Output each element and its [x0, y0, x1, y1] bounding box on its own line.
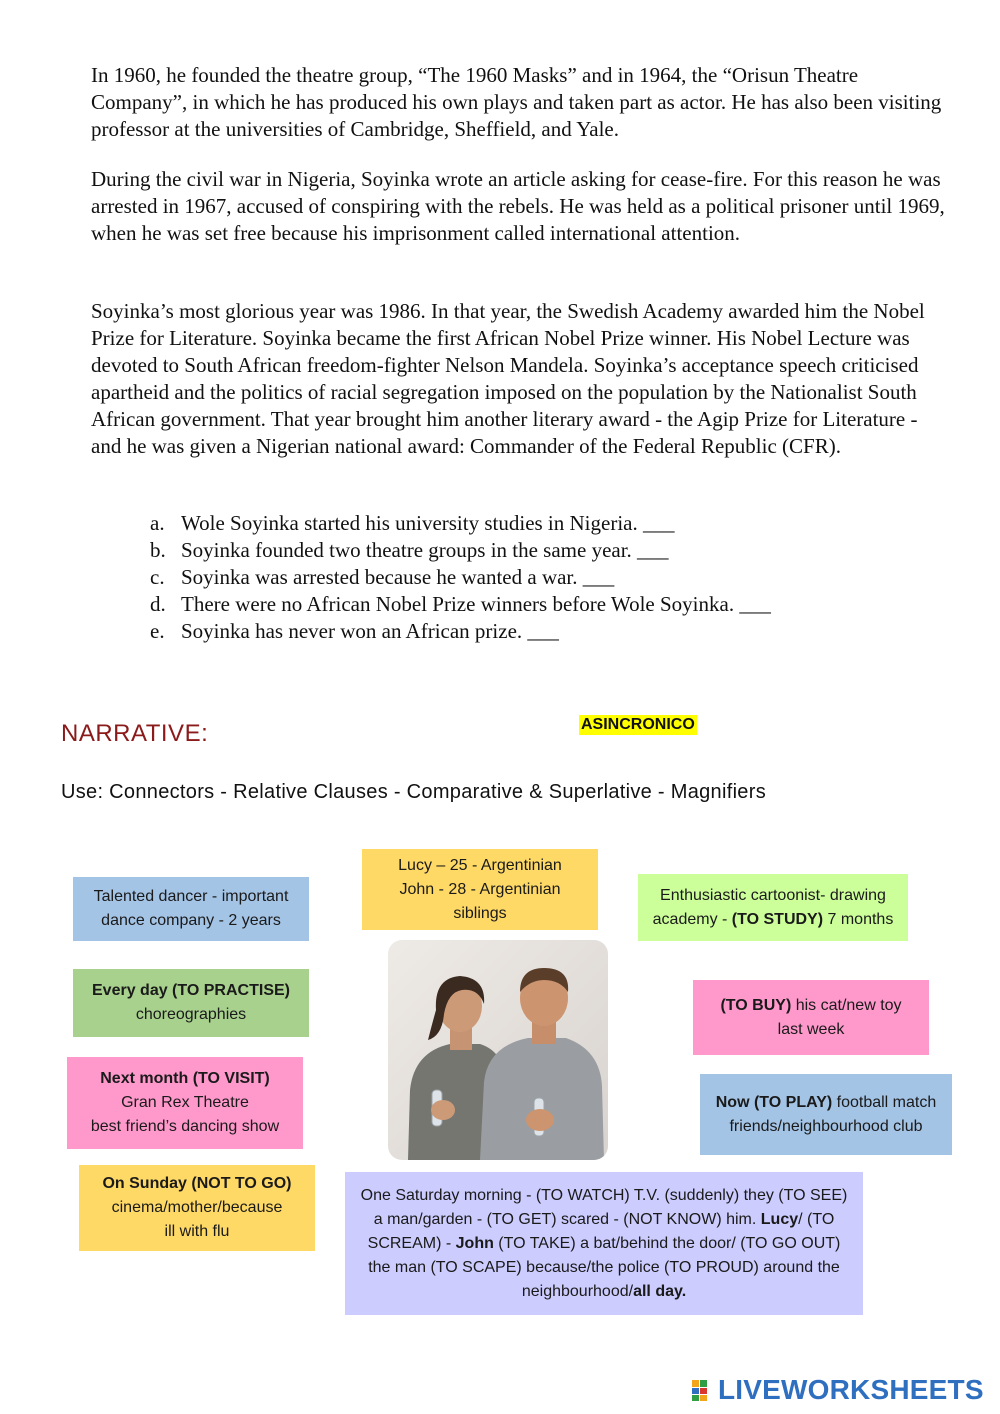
- question-item[interactable]: [150, 564, 771, 591]
- question-text: Soyinka has never won an African prize. ___: [181, 619, 559, 643]
- card-verb: (TO BUY): [720, 996, 792, 1014]
- card-text: (TO TAKE) a bat/behind the door/ (TO GO OUT): [493, 1234, 841, 1252]
- card-text: academy -: [652, 910, 732, 928]
- card-verb: Every day (TO PRACTISE): [92, 982, 290, 999]
- narrative-title: NARRATIVE:: [61, 720, 209, 747]
- card-line: One Saturday morning - (TO WATCH) T.V. (suddenly) they (TO SEE): [360, 1186, 848, 1204]
- card-line: John - 28 - Argentinian: [399, 880, 561, 898]
- card-text-bold: all day.: [633, 1282, 687, 1300]
- question-letter: d.: [150, 592, 166, 616]
- true-false-question-list: [150, 510, 771, 645]
- play-card: [700, 1074, 952, 1155]
- card-line: [720, 994, 901, 1018]
- card-verb: On Sunday (NOT TO GO): [102, 1175, 292, 1192]
- question-text: Soyinka founded two theatre groups in the same year. ___: [181, 538, 669, 562]
- card-line: dance company - 2 years: [101, 912, 281, 929]
- paragraph-2: During the civil war in Nigeria, Soyinka wrote an article asking for cease-fire. For this reason he was arrested in 1967, accused of conspiring with the rebels. He was held as a political prisoner until 1969, when he was set free because his imprisonment called international attention.: [91, 167, 945, 245]
- card-text: 7 months: [823, 910, 894, 928]
- practise-card: [73, 969, 309, 1037]
- card-line: [522, 1280, 686, 1304]
- liveworksheets-logo: [692, 1374, 984, 1406]
- paragraph-3: Soyinka’s most glorious year was 1986. In that year, the Swedish Academy awarded him the Nobel Prize for Literature. Soyinka became the first African Nobel Prize winner. His Nobel Lecture was devoted to South African freedom-fighter Nelson Mandela. Soyinka’s acceptance speech criticised apartheid and the politics of racial segregation imposed on the population by the Nationalist South African government. That year brought him another literary award - the Agip Prize for Literature - and he was given a Nigerian national award: Commander of the Federal Republic (CFR).: [91, 299, 925, 458]
- card-line: last week: [777, 1020, 845, 1038]
- card-line: Gran Rex Theatre: [121, 1094, 249, 1111]
- card-verb: (TO STUDY): [731, 910, 824, 928]
- card-text: a man/garden - (TO GET) scared - (NOT KNOW) him.: [373, 1210, 761, 1228]
- asincronico-badge: ASINCRONICO: [581, 716, 695, 733]
- cartoonist-card: [638, 874, 908, 941]
- sunday-card: [79, 1165, 315, 1251]
- card-verb: Next month (TO VISIT): [100, 1070, 270, 1087]
- card-line: choreographies: [135, 1006, 247, 1023]
- question-item[interactable]: [150, 618, 771, 645]
- card-line: Enthusiastic cartoonist- drawing: [660, 886, 886, 904]
- card-name: John: [455, 1234, 494, 1252]
- siblings-photo-illustration: [388, 940, 608, 1160]
- card-line: cinema/mother/because: [111, 1199, 283, 1216]
- card-line: [374, 1208, 835, 1232]
- card-line: Talented dancer - important: [93, 888, 289, 905]
- card-line: siblings: [453, 904, 507, 922]
- card-text: SCREAM) -: [367, 1234, 456, 1252]
- card-line: best friend’s dancing show: [90, 1118, 280, 1135]
- question-item[interactable]: [150, 537, 771, 564]
- card-line: the man (TO SCAPE) because/the police (TO PROUD) around the: [368, 1258, 840, 1276]
- card-text: / (TO: [798, 1210, 835, 1228]
- question-letter: e.: [150, 619, 165, 643]
- question-text: Soyinka was arrested because he wanted a war. ___: [181, 565, 615, 589]
- liveworksheets-logo-text: LIVEWORKSHEETS: [718, 1374, 984, 1405]
- question-letter: b.: [150, 538, 166, 562]
- question-text: Wole Soyinka started his university studies in Nigeria. ___: [181, 511, 675, 535]
- card-line: [368, 1232, 841, 1256]
- paragraph-1: In 1960, he founded the theatre group, “The 1960 Masks” and in 1964, the “Orisun Theatre Company”, in which he has produced his own plays and taken part as actor. He has also been visiting professor at the universities of Cambridge, Sheffield, and Yale.: [91, 63, 942, 141]
- liveworksheets-logo-icon: [692, 1378, 716, 1402]
- visit-card: [67, 1057, 303, 1149]
- question-text: There were no African Nobel Prize winners before Wole Soyinka. ___: [181, 592, 771, 616]
- question-item[interactable]: [150, 510, 771, 537]
- dancer-card: [73, 877, 309, 941]
- siblings-photo: [388, 940, 608, 1160]
- card-text: neighbourhood/: [521, 1282, 634, 1300]
- characters-card: [362, 849, 598, 930]
- card-text: his cat/new toy: [791, 996, 902, 1014]
- instructions-line: Use: Connectors - Relative Clauses - Comparative & Superlative - Magnifiers: [61, 781, 766, 803]
- card-line: friends/neighbourhood club: [729, 1117, 923, 1135]
- question-item[interactable]: [150, 591, 771, 618]
- card-line: Lucy – 25 - Argentinian: [398, 856, 562, 874]
- card-line: [653, 908, 894, 932]
- question-letter: a.: [150, 511, 165, 535]
- card-name: Lucy: [760, 1210, 799, 1228]
- card-line: ill with flu: [164, 1223, 230, 1240]
- card-line: [716, 1091, 937, 1115]
- card-verb: Now (TO PLAY): [715, 1093, 833, 1111]
- buy-card: [693, 980, 929, 1055]
- card-text: football match: [832, 1093, 937, 1111]
- story-card: [345, 1172, 863, 1315]
- question-letter: c.: [150, 565, 165, 589]
